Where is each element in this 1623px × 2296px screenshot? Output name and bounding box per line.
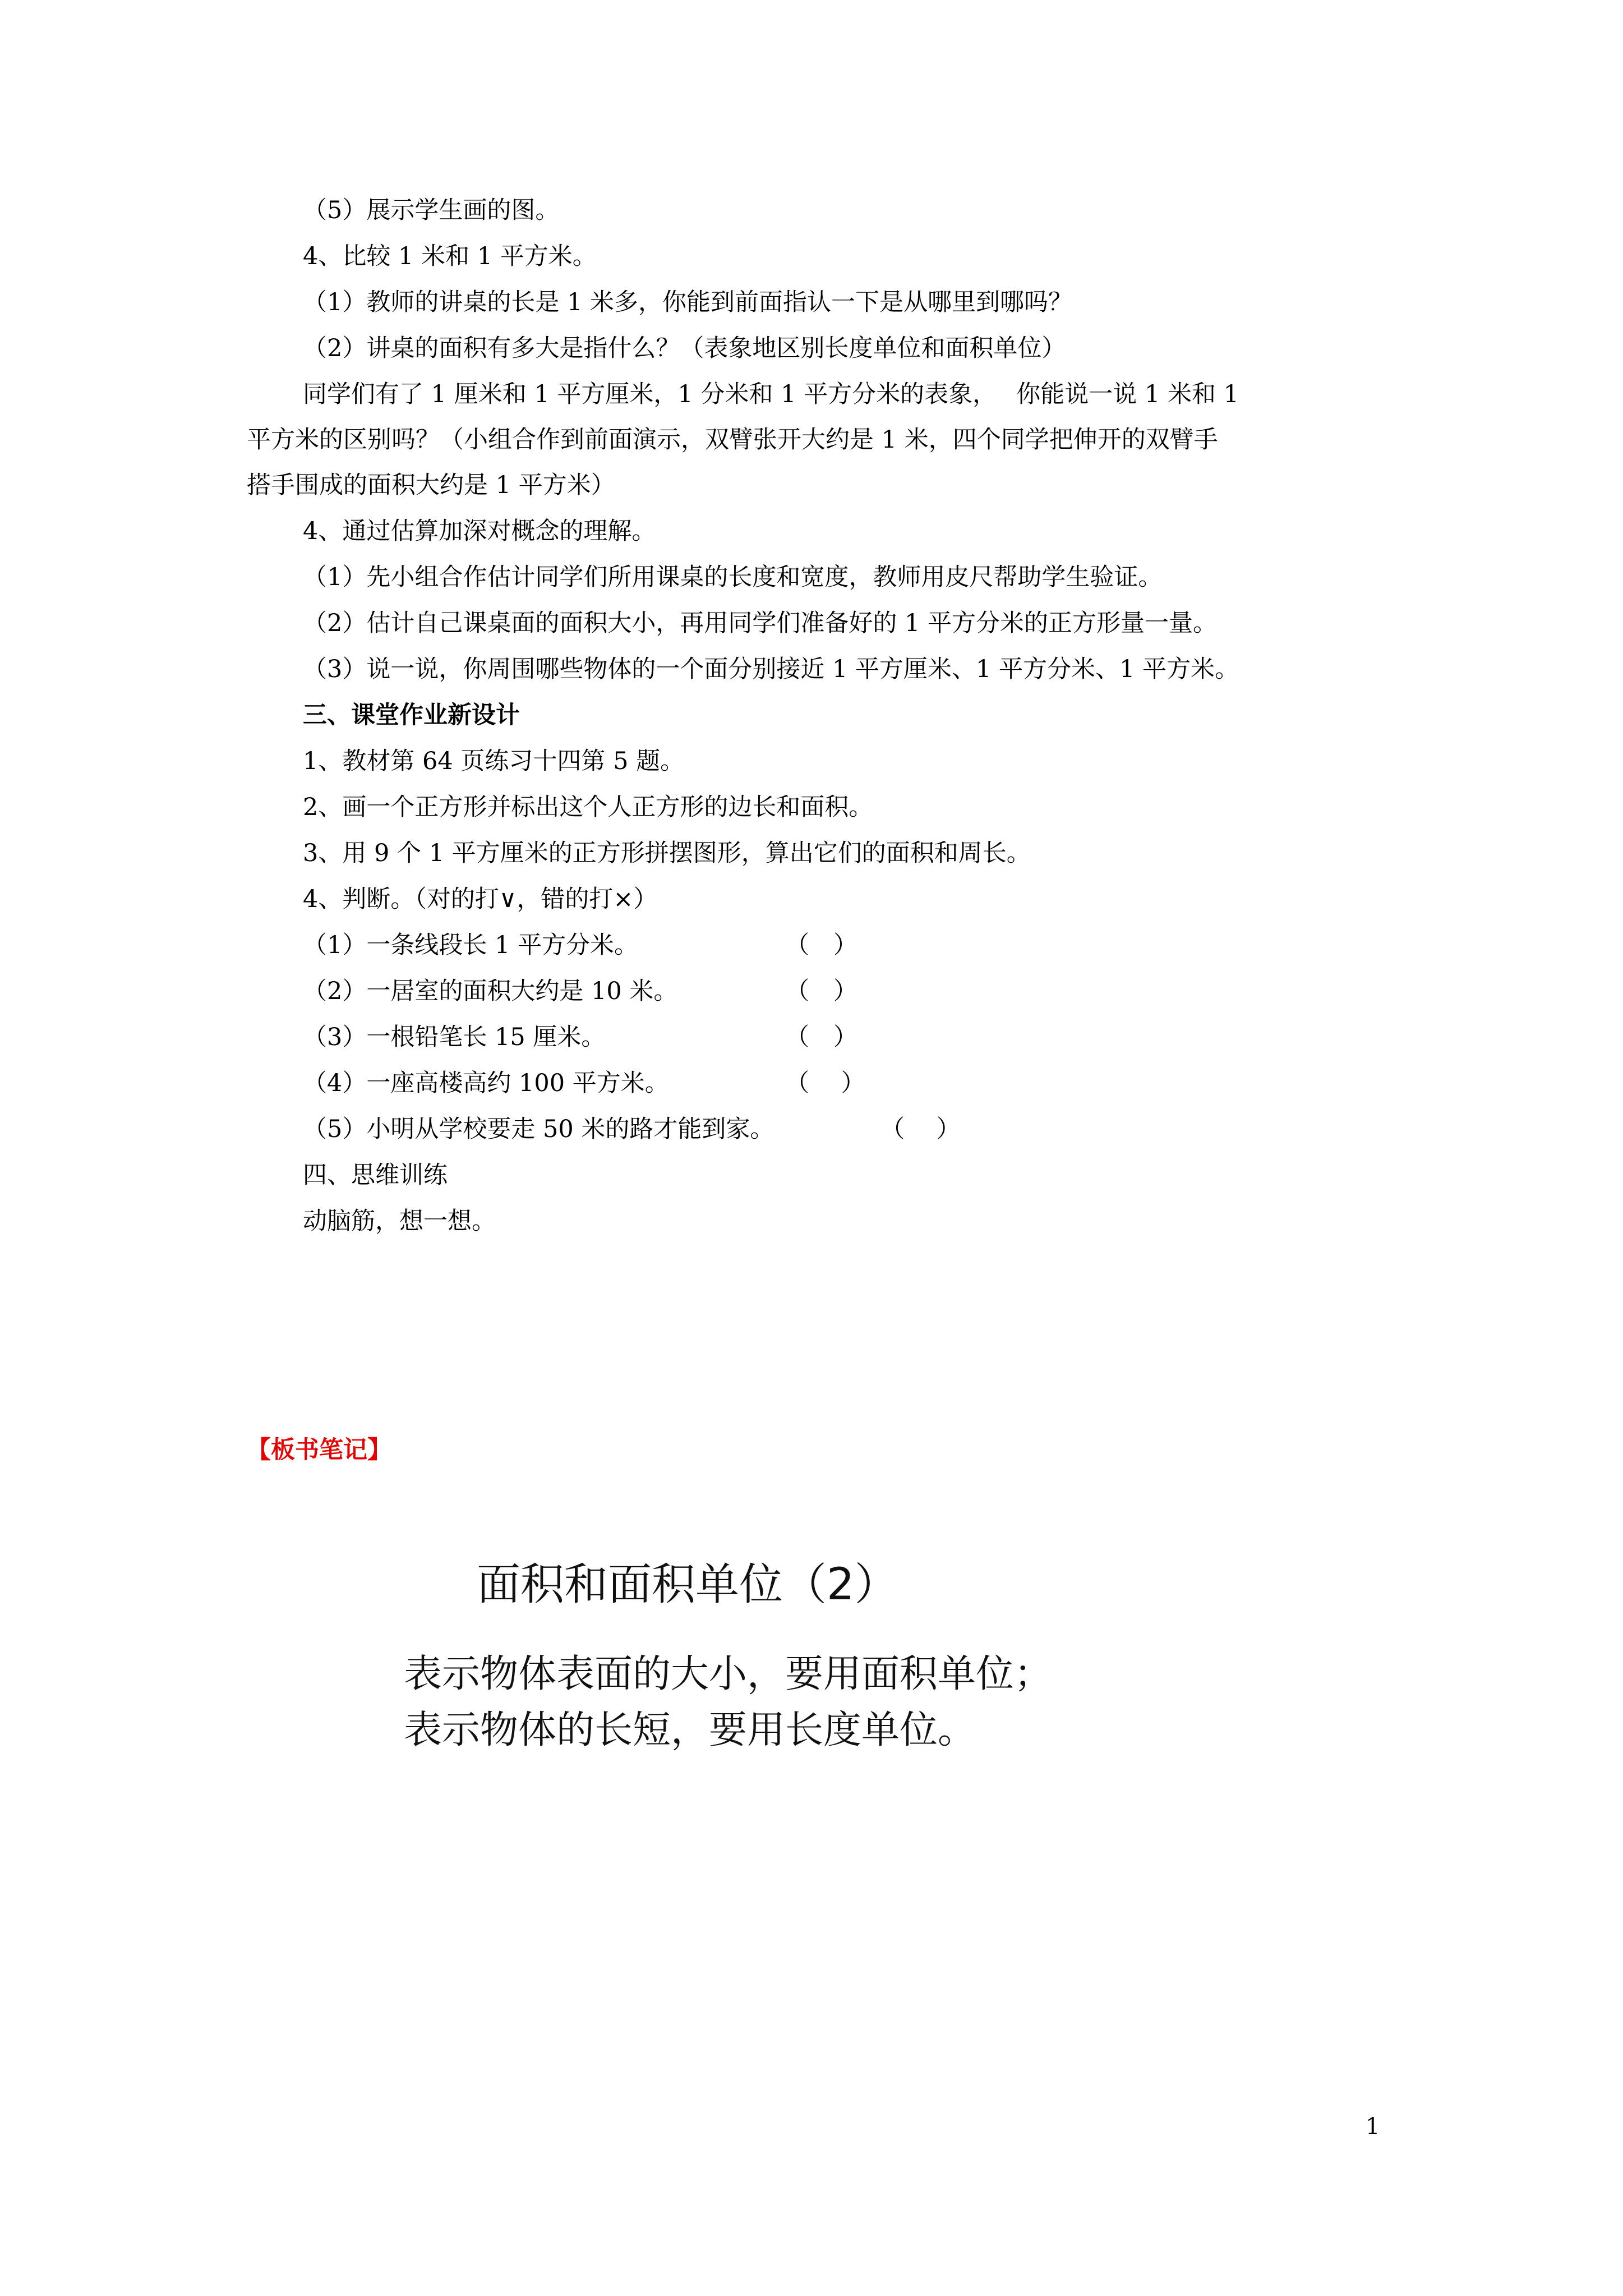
text-line: 4、比较 1 米和 1 平方米。: [303, 242, 597, 270]
board-line: 表示物体的长短，要用长度单位。: [404, 1708, 976, 1752]
text-line: （3）说一说，你周围哪些物体的一个面分别接近 1 平方厘米、1 平方分米、1 平方米。: [303, 655, 1239, 683]
text-line: （1）教师的讲桌的长是 1 米多，你能到前面指认一下是从哪里到哪吗？: [303, 288, 1073, 316]
judgment-mark: （ ）: [785, 1069, 865, 1097]
text-line: 平方米的区别吗？（小组合作到前面演示，双臂张开大约是 1 米，四个同学把伸开的双臂手: [247, 426, 1218, 454]
judgment-mark: （ ）: [785, 931, 857, 959]
text-line: （1）先小组合作估计同学们所用课桌的长度和宽度，教师用皮尺帮助学生验证。: [303, 563, 1163, 591]
judgment-mark: （ ）: [880, 1115, 961, 1143]
text-line: 4、通过估算加深对概念的理解。: [303, 517, 656, 545]
text-line: （2）估计自己课桌面的面积大小，再用同学们准备好的 1 平方分米的正方形量一量。: [303, 609, 1218, 637]
text-line: 搭手围成的面积大约是 1 平方米）: [247, 471, 615, 499]
text-line: 2、画一个正方形并标出这个人正方形的边长和面积。: [303, 793, 873, 821]
text-line: 3、用 9 个 1 平方厘米的正方形拼摆图形，算出它们的面积和周长。: [303, 839, 1031, 867]
text-line: 动脑筋，想一想。: [303, 1207, 496, 1235]
text-line: （5）展示学生画的图。: [303, 196, 560, 224]
board-line: 表示物体表面的大小，要用面积单位；: [404, 1652, 1053, 1696]
text-line: 同学们有了 1 厘米和 1 平方厘米，1 分米和 1 平方分米的表象， 你能说一说 1 米和 1: [303, 380, 1239, 408]
text-line: （2）讲桌的面积有多大是指什么？（表象地区别长度单位和面积单位）: [303, 334, 1066, 362]
judgment-item: （2）一居室的面积大约是 10 米。: [303, 977, 678, 1005]
board-title: 面积和面积单位（2）: [477, 1559, 898, 1610]
judgment-item: （4）一座高楼高约 100 平方米。: [303, 1069, 669, 1097]
text-line: 1、教材第 64 页练习十四第 5 题。: [303, 747, 685, 775]
judgment-mark: （ ）: [785, 1023, 857, 1051]
page-number: 1: [1366, 2114, 1380, 2139]
judgment-item: （1）一条线段长 1 平方分米。: [303, 931, 639, 959]
board-notes-label: 【板书笔记】: [247, 1436, 391, 1464]
section-heading: 三、课堂作业新设计: [303, 701, 520, 729]
text-line: 4、判断。（对的打∨，错的打×）: [303, 885, 658, 913]
judgment-item: （5）小明从学校要走 50 米的路才能到家。: [303, 1115, 774, 1143]
judgment-mark: （ ）: [785, 977, 857, 1005]
section-heading: 四、思维训练: [303, 1161, 448, 1189]
judgment-item: （3）一根铅笔长 15 厘米。: [303, 1023, 606, 1051]
